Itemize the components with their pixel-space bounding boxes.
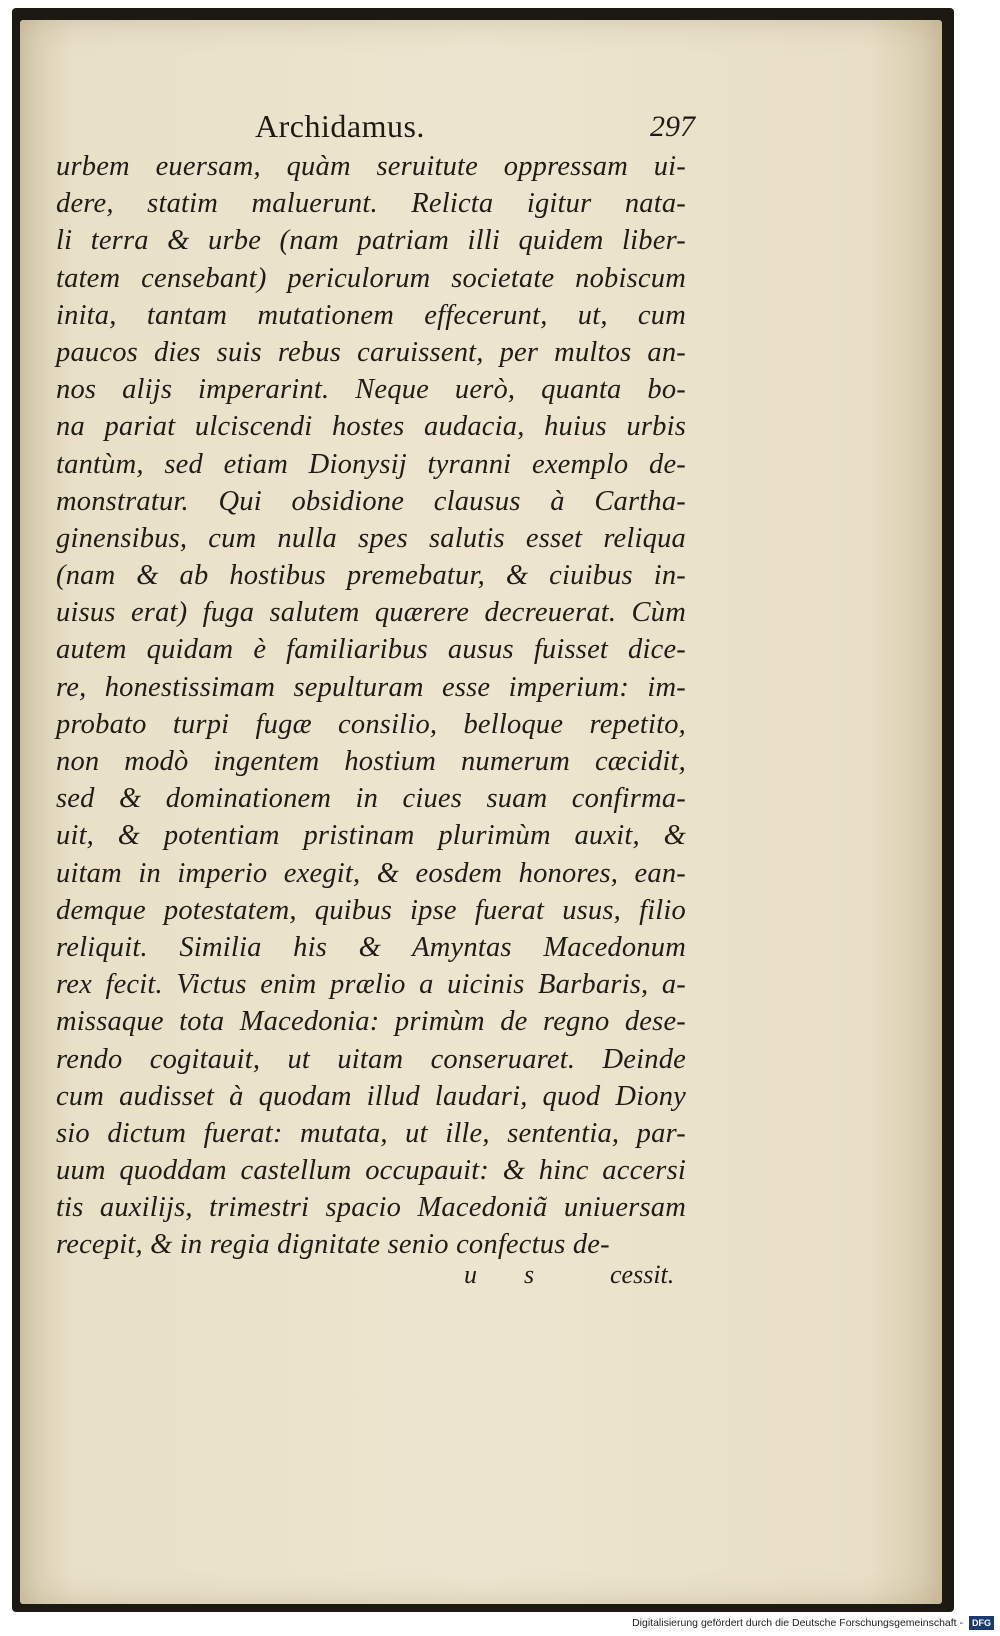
text-line: tantùm, sed etiam Dionysij tyranni exemplo de- (56, 448, 686, 480)
text-line: cum audisset à quodam illud laudari, quod Diony (56, 1080, 686, 1112)
text-line: recepit, & in regia dignitate senio confectus de- (56, 1229, 610, 1261)
signature-mark: u (464, 1260, 477, 1289)
text-line: tatem censebant) periculorum societate nobiscum (56, 262, 686, 294)
text-line: sio dictum fuerat: mutata, ut ille, sententia, par- (56, 1117, 686, 1149)
text-line: na pariat ulciscendi hostes audacia, huius urbis (56, 411, 686, 443)
text-line: inita, tantam mutationem effecerunt, ut, cum (56, 299, 686, 331)
dfg-logo: DFG (969, 1616, 994, 1630)
text-line: probato turpi fugæ consilio, belloque repetito, (56, 708, 686, 740)
text-line: sed & dominationem in ciues suam confirma- (56, 783, 686, 815)
text-line: uitam in imperio exegit, & eosdem honores, ean- (56, 857, 686, 889)
text-line: dere, statim maluerunt. Relicta igitur nata- (56, 188, 686, 220)
text-line: tis auxilijs, trimestri spacio Macedoniã uniuersam (56, 1192, 686, 1224)
page-header (255, 108, 695, 152)
text-line: rendo cogitauit, ut uitam conseruaret. Deinde (56, 1043, 686, 1075)
signature-mark: s (524, 1260, 535, 1289)
text-line: demque potestatem, quibus ipse fuerat usus, filio (56, 894, 686, 926)
digitization-footer (632, 1614, 994, 1632)
text-line: non modò ingentem hostium numerum cæcidit, (56, 746, 686, 777)
text-line: ginensibus, cum nulla spes salutis esset reliqua (56, 522, 686, 554)
text-line: re, honestissimam sepulturam esse imperium: im- (56, 671, 686, 703)
text-line: uum quoddam castellum occupauit: & hinc accersi (56, 1155, 686, 1187)
body-text (56, 148, 686, 1264)
text-line: rex fecit. Victus enim prælio a uicinis Barbaris, a- (56, 969, 686, 1001)
text-line: urbem euersam, quàm seruitute oppressam ui- (56, 151, 686, 182)
text-line: nos alijs imperarint. Neque uerò, quanta bo- (56, 374, 686, 406)
text-line: (nam & ab hostibus premebatur, & ciuibus in- (56, 560, 686, 592)
text-line: uisus erat) fuga salutem quærere decreuerat. Cùm (56, 597, 686, 629)
book-page (20, 20, 942, 1604)
text-line: reliquit. Similia his & Amyntas Macedonum (56, 931, 686, 963)
text-line: monstratur. Qui obsidione clausus à Cartha- (56, 485, 686, 517)
catchword: cessit. (610, 1260, 675, 1289)
text-line: li terra & urbe (nam patriam illi quidem liber- (56, 225, 686, 257)
catchword-line (464, 1260, 688, 1294)
text-line: autem quidam è familiaribus ausus fuisset dice- (56, 634, 686, 666)
text-line: paucos dies suis rebus caruissent, per multos an- (56, 336, 686, 368)
footer-credit: Digitalisierung gefördert durch die Deutsche Forschungsgemeinschaft - (632, 1617, 963, 1629)
page-number: 297 (650, 110, 695, 143)
text-line: missaque tota Macedonia: primùm de regno dese- (56, 1006, 686, 1038)
running-head: Archidamus. (255, 108, 425, 144)
text-line: uit, & potentiam pristinam plurimùm auxit, & (56, 820, 686, 852)
